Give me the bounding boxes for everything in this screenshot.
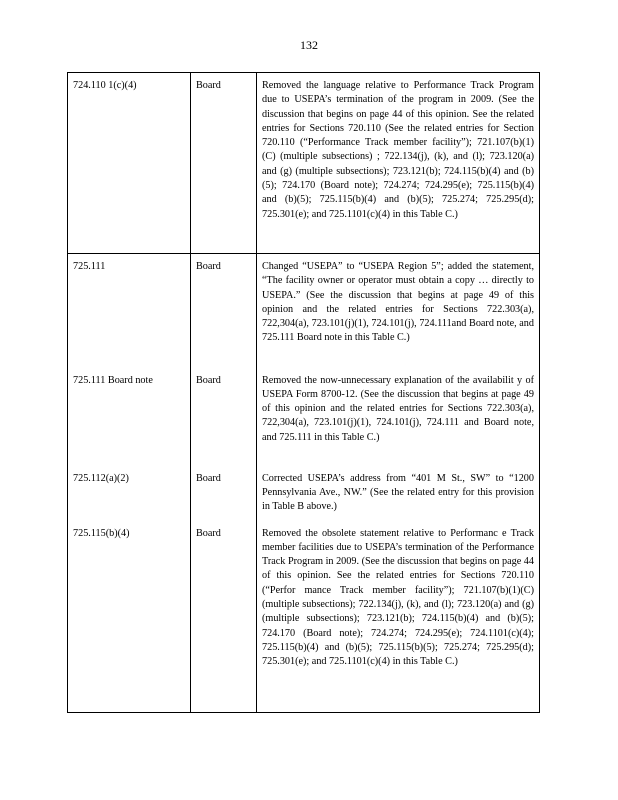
section-cell: 725.111 — [68, 254, 191, 368]
source-cell: Board — [191, 466, 257, 521]
section-cell: 724.110 1(c)(4) — [68, 73, 191, 254]
description-cell: Removed the obsolete statement relative to Performanc e Track member facilities due to USEPA’s termination of the Performance Track Program in 2009. (See the discussion that begins on page 44 of this opinion. See the related entries for Sections 720.110 (“Perfor mance Track member facility”); 721.107(b)(1)(C) (multiple subsections); 722.134(j), (k), and (l); 723.120(a) and (g) (multiple subsections); 723.121(b); 724.115(b)(4) and (b)(5); 724.170 (Board note); 724.274; 724.295(e); 724.1101(c)(4); 725.115(b)(4) and (b)(5); 725.115(b)(5); 725.274; 725.295(d); 725.301(e); and 725.1101(c)(4) in this Table C.) — [257, 521, 540, 713]
table-row — [68, 466, 540, 521]
description-cell: Changed “USEPA” to “USEPA Region 5”; added the statement, “The facility owner or operator must obtain a copy … directly to USEPA.” (See the discussion that begins at page 49 of this opinion and the related entries for Sections 722.303(a), 722,304(a), 723.101(j)(1), 724.101(j), 724.111and Board note, and 725.111 Board note in this Table C.) — [257, 254, 540, 368]
table-row — [68, 368, 540, 466]
source-cell: Board — [191, 73, 257, 254]
source-cell: Board — [191, 521, 257, 713]
amendments-table — [67, 72, 540, 713]
source-cell: Board — [191, 368, 257, 466]
page-number: 132 — [300, 38, 318, 52]
table-row — [68, 254, 540, 368]
table-row — [68, 73, 540, 254]
section-cell: 725.115(b)(4) — [68, 521, 191, 713]
table-row — [68, 521, 540, 713]
description-cell: Removed the language relative to Performance Track Program due to USEPA’s termination of the program in 2009. (See the discussion that begins on page 44 of this opinion. See the related entries for Sections 720.110 (See the related entries for Section 720.110 (“Performance Track member facility”); 721.107(b)(1)(C) (multiple subsections) ; 722.134(j), (k), and (l); 723.120(a) and (g) (multiple subsections); 723.121(b); 724.115(b)(4) and (b)(5); 724.170 (Board note); 724.274; 724.295(e); 725.115(b)(4) and (b)(5); 725.115(b)(4) and (b)(5); 725.274; 725.295(d); 725.301(e); and 725.1101(c)(4) in this Table C.) — [257, 73, 540, 254]
section-cell: 725.111 Board note — [68, 368, 191, 466]
source-cell: Board — [191, 254, 257, 368]
section-cell: 725.112(a)(2) — [68, 466, 191, 521]
description-cell: Removed the now-unnecessary explanation of the availabilit y of USEPA Form 8700-12. (See the discussion that begins at page 49 of this opinion and the related entries for Sections 722.303(a), 722,304(a), 723.101(j)(1), 724.101(j), 724.111 and Board note, and 725.111 in this Table C.) — [257, 368, 540, 466]
description-cell: Corrected USEPA’s address from “401 M St., SW” to “1200 Pennsylvania Ave., NW.” (See the related entry for this provision in Table B above.) — [257, 466, 540, 521]
